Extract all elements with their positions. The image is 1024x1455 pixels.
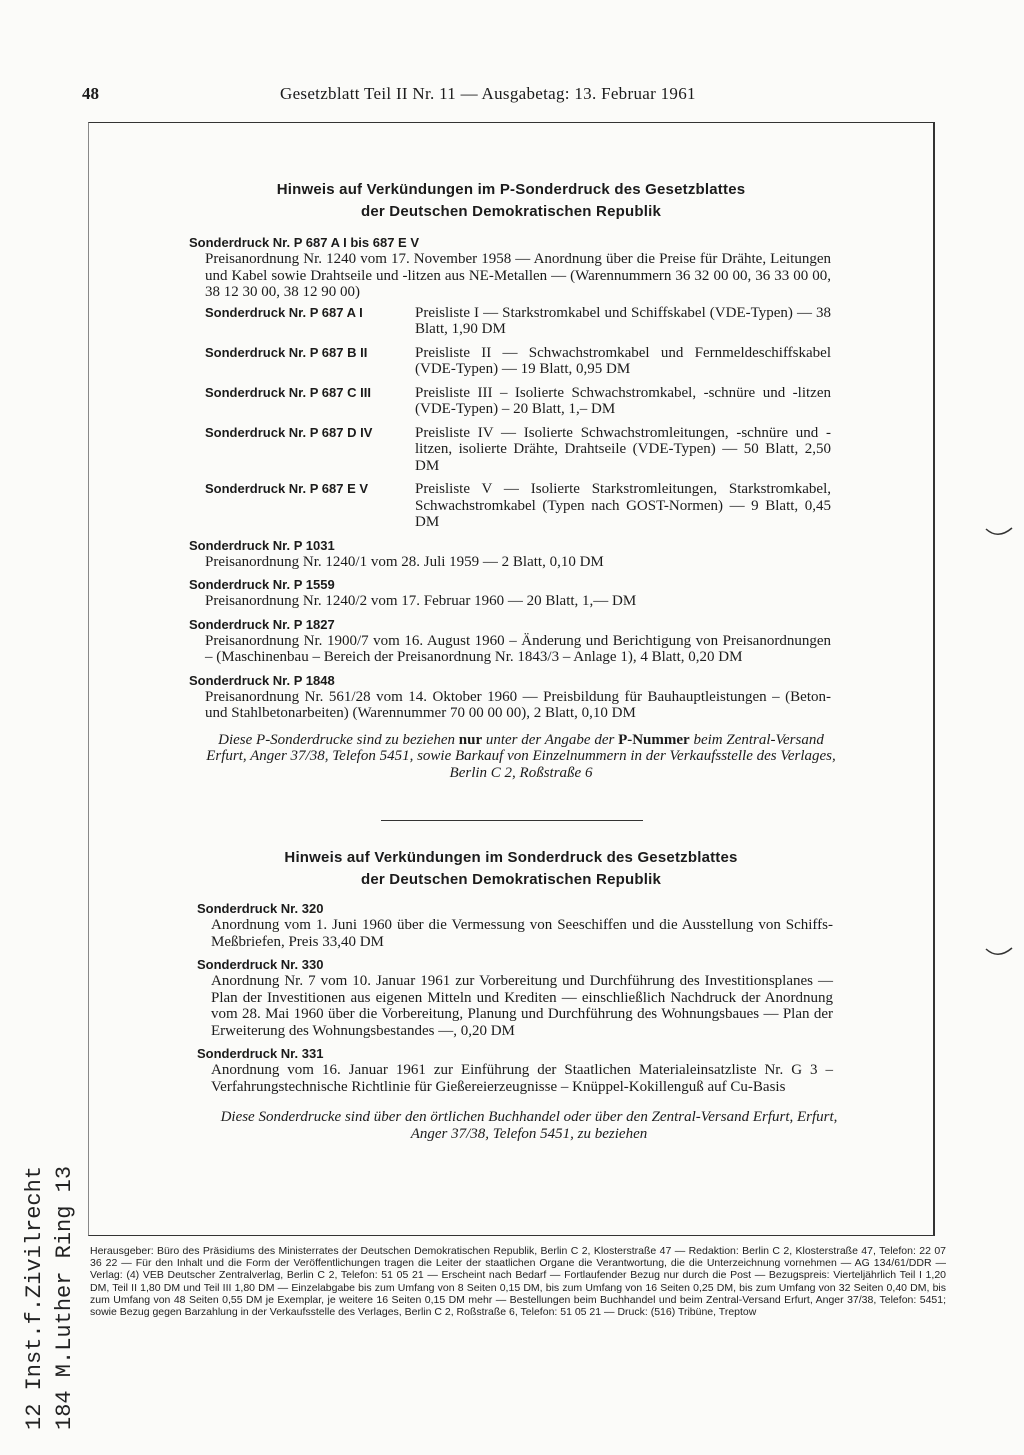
entry-title: Sonderdruck Nr. P 1827 [189, 616, 335, 632]
entry-text: Anordnung Nr. 7 vom 10. Januar 1961 zur Vorbereitung und Durchführung des Investitionsplanes — Plan der Investitionen aus eigenen Mitteln und Krediten — einschließlich Nachdruck der Anordnung vom 28. Mai 1960 über die Vorbereitung, Planung und Durchführung des Wohnungsbaues — Plan der Erweiterung des Wohnungsbestandes —, 0,20 DM [211, 973, 833, 1039]
entry-title: Sonderdruck Nr. 331 [197, 1046, 324, 1061]
p-sonderdruck-section [89, 179, 933, 781]
entry-title: Sonderdruck Nr. P 687 A I bis 687 E V [189, 235, 420, 250]
entry-text: Preisanordnung Nr. 1240 vom 17. November 1958 — Anordnung über die Preise für Drähte, Leitungen und Kabel sowie Drahtseile und -litzen aus NE-Metallen — (Warennummern 36 32 00 00, 36 33 00 00, 38 12 30 00, 38 12 90 00) [205, 251, 831, 300]
entry-title: Sonderdruck Nr. P 1559 [189, 577, 335, 592]
sub-entry [205, 385, 831, 418]
entry-title: Sonderdruck Nr. P 1848 [189, 672, 335, 688]
sub-entry-id: Sonderdruck Nr. P 687 B II [205, 344, 368, 360]
note-text: beim Zentral-Versand Erfurt, Anger 37/38, Telefon 5451, sowie Barkauf von Einzelnummern in der Verkaufsstelle des Verlages, Berlin C 2, Roßstraße 6 [206, 731, 836, 781]
sub-entry-text: Preisliste III – Isolierte Schwachstromkabel, -schnüre und -litzen (VDE-Typen) – 20 Blatt, 1,– DM [415, 384, 831, 417]
sonderdruck-note: Diese Sonderdrucke sind über den örtlichen Buchhandel oder über den Zentral-Versand Erfurt, Erfurt, Anger 37/38, Telefon 5451, zu beziehen [220, 1109, 838, 1142]
entry-p687 [189, 235, 831, 301]
sub-entry-text: Preisliste IV — Isolierte Schwachstromleitungen, -schnüre und -litzen, isolierte Drähte, Drahtseile (VDE-Typen) — 50 Blatt, 2,50 DM [415, 424, 831, 474]
sub-entry [205, 345, 831, 378]
imprint-footer: Herausgeber: Büro des Präsidiums des Ministerrates der Deutschen Demokratischen Republik, Berlin C 2, Klosterstraße 47 — Redaktion: Berlin C 2, Klosterstraße 47, Telefon: 22 07 36 22 — Für den Inhalt und die Form der Veröffentlichungen tragen die Leiter der staatlichen Organe die Verantwortung, die die Unterzeichnung vornehmen — AG 134/61/DDR — Verlag: (4) VEB Deutscher Zentralverlag, Berlin C 2, Telefon: 51 05 21 — Erscheint nach Bedarf — Fortlaufender Bezug nur durch die Post — Bezugspreis: Vierteljährlich Teil I 1,20 DM, Teil II 1,80 DM und Teil III 1,80 DM — Einzelabgabe bis zum Umfang von 8 Seiten 0,15 DM, bis zum Umfang von 16 Seiten 0,25 DM, bis zum Umfang von 32 Seiten 0,40 DM, bis zum Umfang von 48 Seiten 0,55 DM je Exemplar, je weitere 16 Seiten 0,15 DM mehr — Bestellungen beim Buchhandel und beim Zentral-Versand Erfurt, Anger 37/38, Telefon: 5451; sowie Bezug gegen Barzahlung in der Verkaufsstelle des Verlages, Berlin C 2, Roßstraße 6, Telefon: 51 05 21 — Druck: (516) Tribüne, Treptow [90, 1245, 946, 1319]
entry-text: Preisanordnung Nr. 561/28 vom 14. Oktober 1960 — Preisbildung für Bauhauptleistungen – (Beton- und Stahlbetonarbeiten) (Warennummer 70 00 00 00), 2 Blatt, 0,10 DM [205, 688, 831, 721]
section-title [89, 847, 933, 891]
entry-title: Sonderdruck Nr. P 1031 [189, 537, 335, 553]
sub-entry [205, 481, 831, 531]
sub-entry-text: Preisliste II — Schwachstromkabel und Fernmeldeschiffskabel (VDE-Typen) — 19 Blatt, 0,95 DM [415, 344, 831, 377]
entry-p1031 [189, 538, 831, 571]
p-sonderdruck-note [203, 732, 839, 782]
entry-text: Preisanordnung Nr. 1240/1 vom 28. Juli 1959 — 2 Blatt, 0,10 DM [205, 553, 604, 570]
note-emphasis: P-Nummer [618, 731, 690, 748]
stamp-line-2: 184 M.Luther Ring 13 [52, 1165, 77, 1430]
sub-entry-id: Sonderdruck Nr. P 687 D IV [205, 424, 373, 440]
entry-text: Preisanordnung Nr. 1240/2 vom 17. Februar 1960 — 20 Blatt, 1,— DM [205, 593, 637, 609]
entry-p1559 [189, 577, 831, 610]
sub-entry-text: Preisliste I — Starkstromkabel und Schiffskabel (VDE-Typen) — 38 Blatt, 1,90 DM [415, 304, 831, 337]
section-title-line-1: Hinweis auf Verkündungen im P-Sonderdruck des Gesetzblattes [276, 181, 746, 198]
section-title-line-2: der Deutschen Demokratischen Republik [361, 871, 661, 888]
sub-entry [205, 425, 831, 475]
running-title: Gesetzblatt Teil II Nr. 11 — Ausgabetag: 13. Februar 1961 [280, 84, 696, 103]
entry-320 [197, 901, 833, 950]
section-body [189, 235, 836, 781]
sonderdruck-section [89, 847, 933, 1142]
price-list-entries [205, 305, 831, 531]
entry-text: Anordnung vom 16. Januar 1961 zur Einführung der Staatlichen Materialeinsatzliste Nr. G 3 – Verfahrungstechnische Richtlinie für Gießereierzeugnisse – Knüppel-Kokillenguß auf Cu-Basis [211, 1062, 833, 1095]
sub-entry-id: Sonderdruck Nr. P 687 A I [205, 304, 363, 320]
entry-330 [197, 957, 833, 1039]
margin-tick-mark [984, 526, 1014, 540]
sub-entry-text: Preisliste V — Isolierte Starkstromleitungen, Starkstromkabel, Schwachstromkabel (Typen nach GOST-Normen) — 9 Blatt, 0,45 DM [415, 481, 831, 530]
stamp-line-1: 12 Inst.f.Zivilrecht [22, 1165, 47, 1430]
margin-tick-mark [984, 946, 1014, 960]
entry-title: Sonderdruck Nr. 320 [197, 901, 324, 916]
page-header [0, 84, 1024, 108]
sub-entry-id: Sonderdruck Nr. P 687 C III [205, 384, 371, 400]
section-title [89, 179, 933, 223]
page-number: 48 [82, 84, 99, 103]
entry-text: Anordnung vom 1. Juni 1960 über die Vermessung von Seeschiffen und die Ausstellung von Schiffs-Meßbriefen, Preis 33,40 DM [211, 917, 833, 950]
entry-title: Sonderdruck Nr. 330 [197, 957, 324, 972]
section-title-line-2: der Deutschen Demokratischen Republik [361, 203, 661, 220]
entry-331 [197, 1046, 833, 1095]
note-text: Diese P-Sonderdrucke sind zu beziehen [218, 731, 459, 748]
note-text: unter der Angabe der [482, 731, 619, 748]
sub-entry [205, 305, 831, 338]
library-stamp [20, 1120, 80, 1430]
entry-text: Preisanordnung Nr. 1900/7 vom 16. August 1960 – Änderung und Berichtigung von Preisanordnungen – (Maschinenbau – Bereich der Preisanordnung Nr. 1843/3 – Anlage 1), 4 Blatt, 0,20 DM [205, 632, 831, 665]
section-body [197, 901, 838, 1142]
entry-p1848 [189, 673, 831, 722]
section-divider [381, 820, 643, 821]
sub-entry-id: Sonderdruck Nr. P 687 E V [205, 481, 369, 496]
entry-p1827 [189, 617, 831, 666]
section-title-line-1: Hinweis auf Verkündungen im Sonderdruck des Gesetzblattes [284, 849, 738, 866]
content-frame [88, 122, 935, 1236]
note-emphasis: nur [458, 731, 483, 748]
